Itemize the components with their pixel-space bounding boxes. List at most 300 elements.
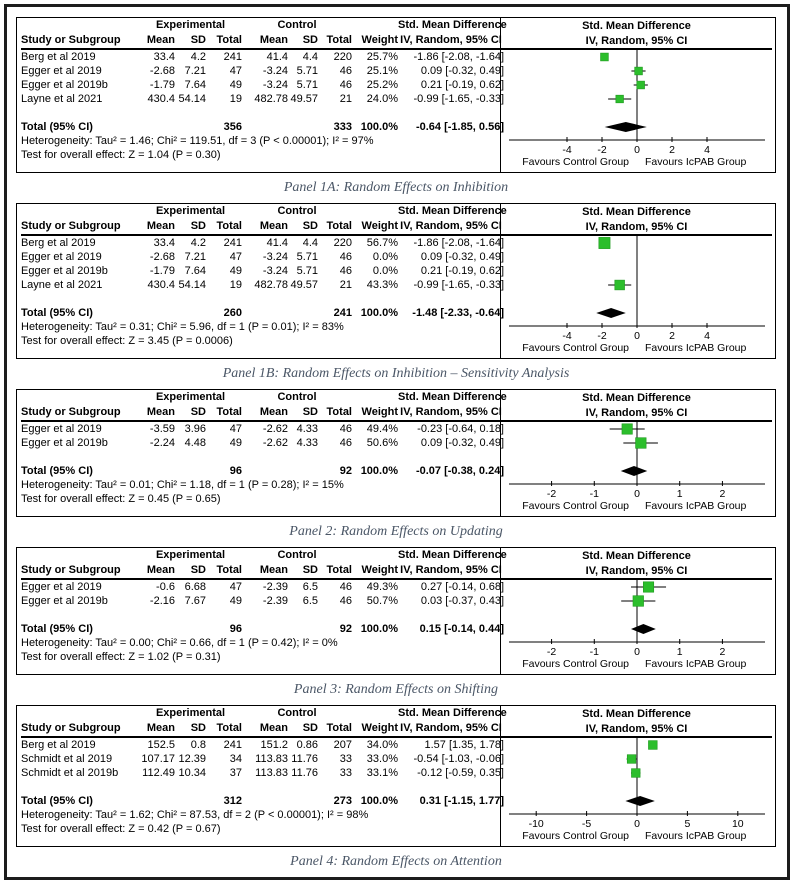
total-label: Total (95% CI)	[21, 623, 93, 635]
plot-header-line1: Std. Mean Difference	[582, 708, 691, 720]
panel-table	[17, 204, 507, 358]
experimental-total-header: Total	[216, 220, 242, 232]
experimental-total: 47	[229, 65, 242, 77]
control-mean: 113.83	[255, 767, 288, 779]
study-smd-ci: 0.09 [-0.32, 0.49]	[420, 437, 504, 449]
forest-panel-2	[16, 389, 776, 517]
experimental-sd: 0.8	[190, 739, 206, 751]
panel-caption: Panel 2: Random Effects on Updating	[289, 524, 503, 539]
axis-tick-label: 0	[634, 646, 640, 658]
control-total: 46	[339, 65, 352, 77]
weight-column-header: Weight	[361, 564, 398, 576]
control-mean: 482.78	[254, 93, 288, 105]
empty-cell	[242, 794, 288, 808]
experimental-total: 19	[229, 93, 242, 105]
control-sd: 11.76	[291, 767, 318, 779]
plot-header-line2: IV, Random, 95% CI	[585, 565, 688, 577]
total-experimental-n: 356	[223, 121, 242, 133]
heterogeneity-text: Heterogeneity: Tau² = 0.31; Chi² = 5.96, df = 1 (P = 0.01); I² = 83%	[21, 321, 344, 333]
total-experimental-n: 96	[229, 623, 242, 635]
plot-section	[500, 548, 772, 674]
smd-column-header: Std. Mean Difference	[398, 707, 507, 719]
control-group-header: Control	[277, 391, 317, 403]
total-label: Total (95% CI)	[21, 121, 93, 133]
forest-plot-4	[501, 738, 773, 841]
total-weight: 100.0%	[360, 465, 398, 477]
study-name: Schmidt et al 2019b	[21, 767, 119, 779]
experimental-sd: 54.14	[178, 93, 206, 105]
study-weight: 25.2%	[366, 79, 398, 91]
study-row	[21, 78, 504, 92]
experimental-sd: 10.34	[178, 767, 206, 779]
plot-header-line2: IV, Random, 95% CI	[585, 35, 688, 47]
empty-cell	[175, 120, 206, 134]
plot-header-line2: IV, Random, 95% CI	[585, 407, 688, 419]
total-experimental-n: 312	[223, 795, 242, 807]
table-header	[21, 18, 507, 50]
header-spacer	[352, 548, 398, 563]
study-weight: 50.6%	[366, 437, 398, 449]
header-column-row	[21, 721, 500, 736]
experimental-group-header: Experimental	[155, 19, 226, 31]
experimental-sd: 4.2	[190, 237, 206, 249]
study-row	[21, 250, 504, 264]
heterogeneity-row	[21, 478, 500, 492]
empty-cell	[139, 464, 175, 478]
forest-plot-1A	[501, 50, 773, 167]
control-total: 220	[333, 51, 352, 63]
axis-tick-label: -2	[597, 144, 607, 156]
study-smd-ci: 1.57 [1.35, 1.78]	[424, 739, 504, 751]
control-total: 220	[333, 237, 352, 249]
total-row	[21, 120, 504, 134]
empty-cell	[288, 464, 318, 478]
study-name: Egger et al 2019	[21, 581, 102, 593]
control-mean-header: Mean	[259, 564, 288, 576]
empty-cell	[288, 622, 318, 636]
experimental-sd: 7.64	[184, 79, 206, 91]
control-sd: 4.33	[296, 423, 318, 435]
axis-tick-label: 4	[704, 330, 710, 342]
figure-frame	[4, 4, 790, 880]
study-weight: 49.3%	[366, 581, 398, 593]
experimental-mean: -2.24	[149, 437, 175, 449]
study-smd-ci: 0.03 [-0.37, 0.43]	[420, 595, 504, 607]
total-smd-ci: -0.64 [-1.85, 0.56]	[415, 121, 504, 133]
weight-column-header: Weight	[361, 220, 398, 232]
study-row	[21, 264, 504, 278]
experimental-sd: 3.96	[184, 423, 206, 435]
forest-panel-4	[16, 705, 776, 847]
header-group-row	[21, 706, 507, 721]
axis-tick-label: 5	[684, 818, 691, 830]
plot-section	[500, 204, 772, 358]
empty-cell	[139, 306, 175, 320]
control-sd: 4.4	[302, 237, 318, 249]
experimental-total-header: Total	[216, 564, 242, 576]
control-total: 21	[339, 93, 352, 105]
control-sd: 4.33	[296, 437, 318, 449]
control-sd: 0.86	[296, 739, 318, 751]
axis-tick-label: 0	[634, 330, 640, 342]
plot-header-line1: Std. Mean Difference	[582, 550, 691, 562]
total-row	[21, 622, 504, 636]
panel-caption: Panel 4: Random Effects on Attention	[290, 854, 502, 869]
panel-table	[17, 390, 507, 516]
plot-header-line1: Std. Mean Difference	[582, 20, 691, 32]
total-row	[21, 794, 504, 808]
empty-cell	[175, 622, 206, 636]
heterogeneity-row	[21, 320, 500, 334]
experimental-total: 241	[223, 739, 242, 751]
effect-square	[615, 280, 625, 290]
effect-square	[601, 53, 609, 61]
overall-test-row	[21, 334, 500, 348]
forest-plots-figure	[16, 15, 778, 877]
experimental-sd: 12.39	[178, 753, 206, 765]
smd-column-header: Std. Mean Difference	[398, 549, 507, 561]
study-weight: 49.4%	[366, 423, 398, 435]
control-sd: 6.5	[302, 581, 318, 593]
empty-cell	[139, 120, 175, 134]
control-total: 46	[339, 595, 352, 607]
header-column-row	[21, 563, 500, 578]
panel-table	[17, 18, 507, 172]
experimental-sd-header: SD	[190, 34, 206, 46]
smd-column-header: Std. Mean Difference	[398, 19, 507, 31]
empty-cell	[242, 120, 288, 134]
control-sd-header: SD	[302, 406, 318, 418]
control-mean: -3.24	[262, 251, 288, 263]
plot-section	[500, 18, 772, 172]
study-name: Schmidt et al 2019	[21, 753, 113, 765]
axis-tick-label: 2	[669, 144, 675, 156]
experimental-total: 49	[229, 595, 242, 607]
experimental-sd-header: SD	[190, 722, 206, 734]
smd-method-header: IV, Random, 95% CI	[400, 34, 502, 46]
pooled-diamond	[631, 624, 656, 634]
spacer-row	[21, 292, 500, 306]
empty-cell	[242, 464, 288, 478]
control-mean: -3.24	[262, 79, 288, 91]
favours-left-label: Favours Control Group	[522, 830, 629, 841]
axis-tick-label: 2	[719, 646, 726, 658]
heterogeneity-text: Heterogeneity: Tau² = 0.00; Chi² = 0.66, df = 1 (P = 0.42); I² = 0%	[21, 637, 338, 649]
experimental-mean: 33.4	[153, 237, 175, 249]
header-spacer	[21, 18, 139, 33]
control-mean: 41.4	[266, 237, 288, 249]
control-sd-header: SD	[302, 722, 318, 734]
forest-plot-3	[501, 580, 773, 669]
experimental-total: 47	[229, 423, 242, 435]
empty-cell	[242, 306, 288, 320]
panel-caption: Panel 3: Random Effects on Shifting	[293, 682, 499, 697]
axis-tick-label: 2	[669, 330, 675, 342]
control-mean: -2.39	[262, 581, 288, 593]
study-name: Egger et al 2019	[21, 65, 102, 77]
total-weight: 100.0%	[360, 795, 398, 807]
axis-tick-label: 0	[634, 488, 640, 500]
control-mean: 41.4	[266, 51, 288, 63]
total-experimental-n: 96	[229, 465, 242, 477]
study-weight: 56.7%	[366, 237, 398, 249]
header-column-row	[21, 33, 500, 48]
study-name: Berg et al 2019	[21, 51, 96, 63]
control-group-header: Control	[277, 707, 317, 719]
total-control-n: 92	[339, 465, 352, 477]
experimental-sd: 7.21	[184, 65, 206, 77]
table-header	[21, 548, 507, 580]
study-row	[21, 752, 504, 766]
favours-right-label: Favours IcPAB Group	[645, 830, 747, 841]
control-total-header: Total	[326, 220, 352, 232]
total-control-n: 241	[333, 307, 352, 319]
weight-column-header: Weight	[361, 406, 398, 418]
total-label: Total (95% CI)	[21, 795, 93, 807]
control-mean-header: Mean	[259, 34, 288, 46]
pooled-diamond	[625, 796, 654, 806]
experimental-total: 241	[223, 51, 242, 63]
favours-right-label: Favours IcPAB Group	[645, 658, 747, 669]
favours-right-label: Favours IcPAB Group	[645, 156, 747, 167]
study-smd-ci: -0.99 [-1.65, -0.33]	[413, 93, 504, 105]
experimental-mean: 33.4	[153, 51, 175, 63]
study-row	[21, 422, 504, 436]
control-group-header: Control	[277, 549, 317, 561]
header-column-row	[21, 405, 500, 420]
axis-tick-label: 1	[676, 646, 683, 658]
experimental-sd-header: SD	[190, 220, 206, 232]
study-weight: 50.7%	[366, 595, 398, 607]
weight-column-header: Weight	[361, 34, 398, 46]
experimental-sd: 6.68	[184, 581, 206, 593]
study-smd-ci: 0.27 [-0.14, 0.68]	[420, 581, 504, 593]
heterogeneity-text: Heterogeneity: Tau² = 1.46; Chi² = 119.51, df = 3 (P < 0.00001); I² = 97%	[21, 135, 374, 147]
study-smd-ci: -1.86 [-2.08, -1.64]	[413, 51, 504, 63]
control-total: 33	[339, 767, 352, 779]
empty-cell	[139, 794, 175, 808]
favours-left-label: Favours Control Group	[522, 658, 629, 669]
smd-column-header: Std. Mean Difference	[398, 205, 507, 217]
favours-left-label: Favours Control Group	[522, 342, 629, 353]
control-sd: 5.71	[296, 79, 318, 91]
overall-test-text: Test for overall effect: Z = 1.02 (P = 0.31)	[21, 651, 221, 663]
control-mean-header: Mean	[259, 406, 288, 418]
study-name: Egger et al 2019	[21, 423, 102, 435]
control-total: 46	[339, 581, 352, 593]
experimental-total: 37	[229, 767, 242, 779]
effect-square	[627, 755, 636, 764]
study-weight: 34.0%	[366, 739, 398, 751]
smd-method-header: IV, Random, 95% CI	[400, 722, 502, 734]
study-column-header: Study or Subgroup	[21, 564, 121, 576]
empty-cell	[139, 622, 175, 636]
axis-tick-label: -1	[589, 646, 599, 658]
empty-cell	[288, 120, 318, 134]
effect-square	[648, 741, 657, 750]
study-name: Egger et al 2019b	[21, 437, 108, 449]
axis-tick-label: 0	[634, 144, 640, 156]
study-row	[21, 436, 504, 450]
plot-header	[501, 548, 772, 580]
control-total: 46	[339, 265, 352, 277]
plot-header	[501, 18, 772, 50]
experimental-total: 47	[229, 581, 242, 593]
experimental-mean: -3.59	[149, 423, 175, 435]
experimental-mean: 152.5	[147, 739, 175, 751]
overall-test-text: Test for overall effect: Z = 0.42 (P = 0.67)	[21, 823, 221, 835]
experimental-mean-header: Mean	[146, 722, 175, 734]
experimental-total: 34	[229, 753, 242, 765]
overall-test-text: Test for overall effect: Z = 1.04 (P = 0.30)	[21, 149, 221, 161]
heterogeneity-text: Heterogeneity: Tau² = 1.62; Chi² = 87.53, df = 2 (P < 0.00001); I² = 98%	[21, 809, 369, 821]
control-group-header: Control	[277, 19, 317, 31]
effect-square	[635, 67, 643, 75]
study-column-header: Study or Subgroup	[21, 406, 121, 418]
experimental-sd-header: SD	[190, 406, 206, 418]
effect-square	[631, 769, 640, 778]
experimental-mean: -1.79	[149, 265, 175, 277]
pooled-diamond	[605, 122, 647, 132]
control-mean: 151.2	[260, 739, 288, 751]
favours-right-label: Favours IcPAB Group	[645, 342, 747, 353]
control-mean-header: Mean	[259, 220, 288, 232]
control-sd: 11.76	[291, 753, 318, 765]
axis-tick-label: -10	[528, 818, 544, 830]
panel-caption: Panel 1A: Random Effects on Inhibition	[283, 180, 509, 195]
spacer-row	[21, 608, 500, 622]
experimental-total: 49	[229, 265, 242, 277]
study-smd-ci: -0.54 [-1.03, -0.06]	[413, 753, 504, 765]
header-spacer	[352, 390, 398, 405]
heterogeneity-row	[21, 808, 500, 822]
overall-test-row	[21, 650, 500, 664]
study-row	[21, 92, 504, 106]
total-label: Total (95% CI)	[21, 307, 93, 319]
experimental-group-header: Experimental	[155, 391, 226, 403]
study-row	[21, 594, 504, 608]
control-total: 46	[339, 79, 352, 91]
plot-header-line1: Std. Mean Difference	[582, 392, 691, 404]
header-spacer	[352, 204, 398, 219]
total-control-n: 92	[339, 623, 352, 635]
plot-header-line2: IV, Random, 95% CI	[585, 221, 688, 233]
study-smd-ci: 0.09 [-0.32, 0.49]	[420, 65, 504, 77]
control-mean: -2.39	[262, 595, 288, 607]
header-spacer	[21, 548, 139, 563]
total-control-n: 333	[333, 121, 352, 133]
experimental-total: 19	[229, 279, 242, 291]
experimental-total: 47	[229, 251, 242, 263]
total-smd-ci: -0.07 [-0.38, 0.24]	[415, 465, 504, 477]
study-smd-ci: -0.99 [-1.65, -0.33]	[413, 279, 504, 291]
panel-caption: Panel 1B: Random Effects on Inhibition – Sensitivity Analysis	[222, 366, 570, 381]
experimental-mean: -1.79	[149, 79, 175, 91]
study-weight: 0.0%	[372, 251, 398, 263]
control-group-header: Control	[277, 205, 317, 217]
study-smd-ci: -0.23 [-0.64, 0.18]	[417, 423, 504, 435]
header-spacer	[352, 18, 398, 33]
study-smd-ci: 0.09 [-0.32, 0.49]	[420, 251, 504, 263]
experimental-total: 49	[229, 79, 242, 91]
study-smd-ci: -1.86 [-2.08, -1.64]	[413, 237, 504, 249]
axis-tick-label: -1	[589, 488, 599, 500]
axis-tick-label: 10	[731, 818, 744, 830]
experimental-total-header: Total	[216, 722, 242, 734]
experimental-sd: 7.64	[184, 265, 206, 277]
axis-tick-label: 4	[704, 144, 710, 156]
study-weight: 43.3%	[366, 279, 398, 291]
experimental-sd-header: SD	[190, 564, 206, 576]
experimental-sd: 7.21	[184, 251, 206, 263]
axis-tick-label: -2	[546, 646, 557, 658]
experimental-group-header: Experimental	[155, 205, 226, 217]
total-smd-ci: -1.48 [-2.33, -0.64]	[412, 307, 504, 319]
study-smd-ci: 0.21 [-0.19, 0.62]	[420, 265, 504, 277]
control-total: 33	[339, 753, 352, 765]
control-mean: -2.62	[262, 423, 288, 435]
pooled-diamond	[621, 466, 647, 476]
axis-tick-label: -4	[562, 330, 572, 342]
heterogeneity-row	[21, 134, 500, 148]
experimental-mean: 112.49	[142, 767, 175, 779]
experimental-mean-header: Mean	[146, 406, 175, 418]
overall-test-text: Test for overall effect: Z = 3.45 (P = 0.0006)	[21, 335, 233, 347]
experimental-total-header: Total	[216, 34, 242, 46]
axis-tick-label: 1	[676, 488, 683, 500]
header-spacer	[352, 706, 398, 721]
study-weight: 33.1%	[366, 767, 398, 779]
plot-header-line2: IV, Random, 95% CI	[585, 723, 688, 735]
smd-method-header: IV, Random, 95% CI	[400, 220, 502, 232]
study-name: Egger et al 2019b	[21, 265, 108, 277]
control-mean: -3.24	[262, 65, 288, 77]
control-total-header: Total	[326, 406, 352, 418]
experimental-mean: 430.4	[147, 279, 175, 291]
effect-square	[622, 424, 632, 434]
experimental-mean: -2.68	[149, 65, 175, 77]
control-sd: 49.57	[290, 93, 318, 105]
header-spacer	[21, 204, 139, 219]
study-row	[21, 50, 504, 64]
header-group-row	[21, 390, 507, 405]
spacer-row	[21, 780, 500, 794]
smd-column-header: Std. Mean Difference	[398, 391, 507, 403]
overall-test-row	[21, 822, 500, 836]
total-weight: 100.0%	[360, 623, 398, 635]
forest-panel-1B	[16, 203, 776, 359]
experimental-mean: -0.6	[156, 581, 175, 593]
favours-left-label: Favours Control Group	[522, 156, 629, 167]
study-name: Layne et al 2021	[21, 279, 103, 291]
control-sd: 6.5	[302, 595, 318, 607]
control-mean: 482.78	[254, 279, 288, 291]
control-total: 21	[339, 279, 352, 291]
study-row	[21, 64, 504, 78]
experimental-total: 241	[223, 237, 242, 249]
table-header	[21, 706, 507, 738]
table-header	[21, 390, 507, 422]
control-sd-header: SD	[302, 564, 318, 576]
study-name: Berg et al 2019	[21, 739, 96, 751]
study-name: Egger et al 2019	[21, 251, 102, 263]
study-row	[21, 766, 504, 780]
total-row	[21, 464, 504, 478]
effect-square	[643, 582, 653, 592]
experimental-mean: -2.68	[149, 251, 175, 263]
axis-tick-label: 2	[719, 488, 726, 500]
experimental-sd: 54.14	[178, 279, 206, 291]
